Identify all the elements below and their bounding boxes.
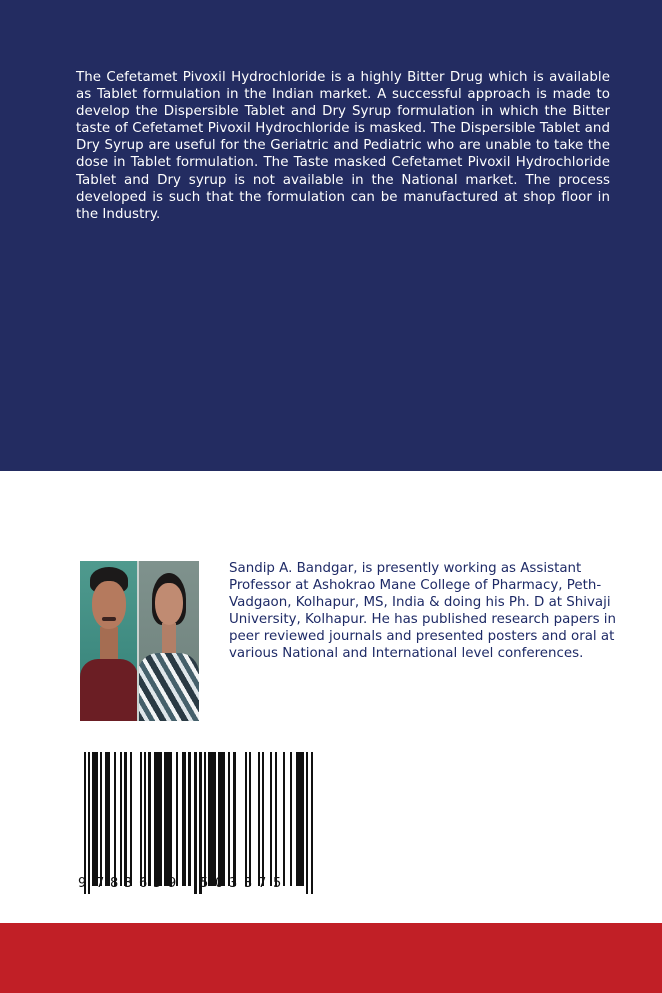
isbn-barcode	[78, 752, 314, 894]
isbn-digit: 3	[124, 876, 133, 891]
isbn-digits	[78, 876, 314, 894]
isbn-digit: 0	[215, 876, 224, 891]
author-bio: Sandip A. Bandgar, is presently working as Assistant Professor at Ashokrao Mane College of Pharmacy, Peth-Vadgaon, Kolhapur, MS, India & doing his Ph. D at Shivaji University, Kolhapur. He has published research papers in peer reviewed journals and presented posters and oral at various National and International level conferences.	[229, 561, 617, 662]
isbn-digit: 6	[139, 876, 148, 891]
isbn-digit: 3	[229, 876, 238, 891]
isbn-digit: 5	[273, 876, 282, 891]
back-cover-top-panel	[0, 0, 662, 471]
isbn-digit: 5	[200, 876, 209, 891]
author-photo	[80, 561, 199, 721]
isbn-digit: 9	[78, 876, 87, 891]
isbn-digit: 7	[258, 876, 267, 891]
isbn-digit: 5	[153, 876, 162, 891]
bottom-color-band	[0, 923, 662, 993]
isbn-digit: 3	[244, 876, 253, 891]
barcode-icon	[78, 752, 314, 894]
isbn-digit: 7	[96, 876, 105, 891]
book-description: The Cefetamet Pivoxil Hydrochloride is a highly Bitter Drug which is available as Tablet formulation in the Indian market. A successful approach is made to develop the Dispersible Tablet and Dry Syrup formulation in which the Bitter taste of Cefetamet Pivoxil Hydrochloride is masked. The Dispersible Tablet and Dry Syrup are useful for the Geriatric and Pediatric who are unable to take the dose in Tablet formulation. The Taste masked Cefetamet Pivoxil Hydrochloride Tablet and Dry syrup is not available in the National market. The process developed is such that the formulation can be manufactured at shop floor in the Industry.	[76, 70, 610, 222]
isbn-digit: 8	[110, 876, 119, 891]
isbn-digit: 9	[168, 876, 177, 891]
